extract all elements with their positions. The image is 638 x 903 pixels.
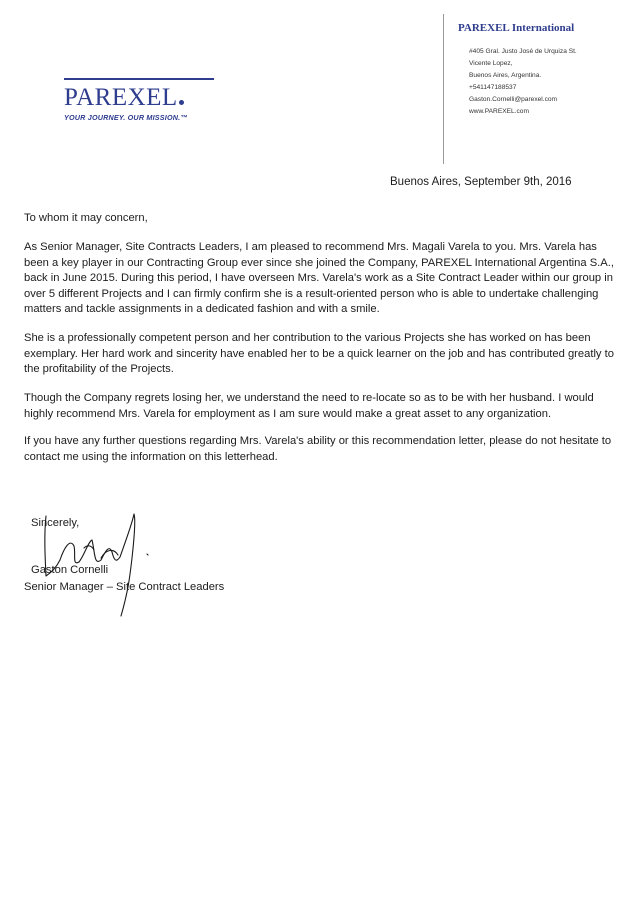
logo-rule	[64, 78, 214, 80]
logo-dot-icon	[179, 100, 184, 105]
body-paragraph: As Senior Manager, Site Contracts Leaders, I am pleased to recommend Mrs. Magali Varela to you. Mrs. Varela has been a key player in our Contracting Group ever since she joined the Company, PAREXEL International Argentina S.A., back in June 2015. During this period, I have overseen Mrs. Varela's work as a Site Contract Leader within our group in over 5 different Projects and I can firmly confirm she is a result-oriented person who is able to undertake challenging matters and tackle assignments in a dedicated fashion and with a smile.	[24, 241, 614, 316]
address-line: #405 Gral. Justo José de Urquiza St.	[469, 48, 577, 55]
closing: Sincerely,	[31, 517, 80, 529]
body-paragraph: If you have any further questions regarding Mrs. Varela's ability or this recommendation letter, please do not hesitate to contact me using the information on this letterhead.	[24, 435, 612, 463]
body-paragraph: She is a professionally competent person and her contribution to the various Projects she has worked on has been exemplary. Her hard work and sincerity have enabled her to be a quick learner on the job and has contributed greatly to the profitability of the Projects.	[24, 332, 614, 376]
letterhead-divider	[443, 14, 444, 164]
body-paragraph: Though the Company regrets losing her, we understand the need to re-locate so as to be with her husband. I would highly recommend Mrs. Varela for employment as I am sure would make a great asset to any organization.	[24, 392, 594, 420]
letter-date: Buenos Aires, September 9th, 2016	[390, 176, 572, 188]
phone-line: +541147188537	[469, 84, 517, 91]
logo-tagline: YOUR JOURNEY. OUR MISSION.™	[64, 112, 188, 122]
letterhead-company: PAREXEL International	[458, 22, 575, 34]
logo-wordmark: PAREXEL	[64, 83, 178, 111]
address-line: Vicente Lopez,	[469, 60, 513, 67]
signer-title: Senior Manager – Site Contract Leaders	[24, 581, 225, 593]
letterhead-contact	[452, 22, 632, 118]
parexel-logo	[64, 78, 216, 122]
address-line: Buenos Aires, Argentina.	[469, 72, 542, 79]
email-line: Gaston.Cornelli@parexel.com	[469, 96, 558, 103]
salutation: To whom it may concern,	[24, 212, 148, 224]
signer-name: Gaston Cornelli	[31, 564, 109, 576]
website-line: www.PAREXEL.com	[469, 108, 529, 115]
